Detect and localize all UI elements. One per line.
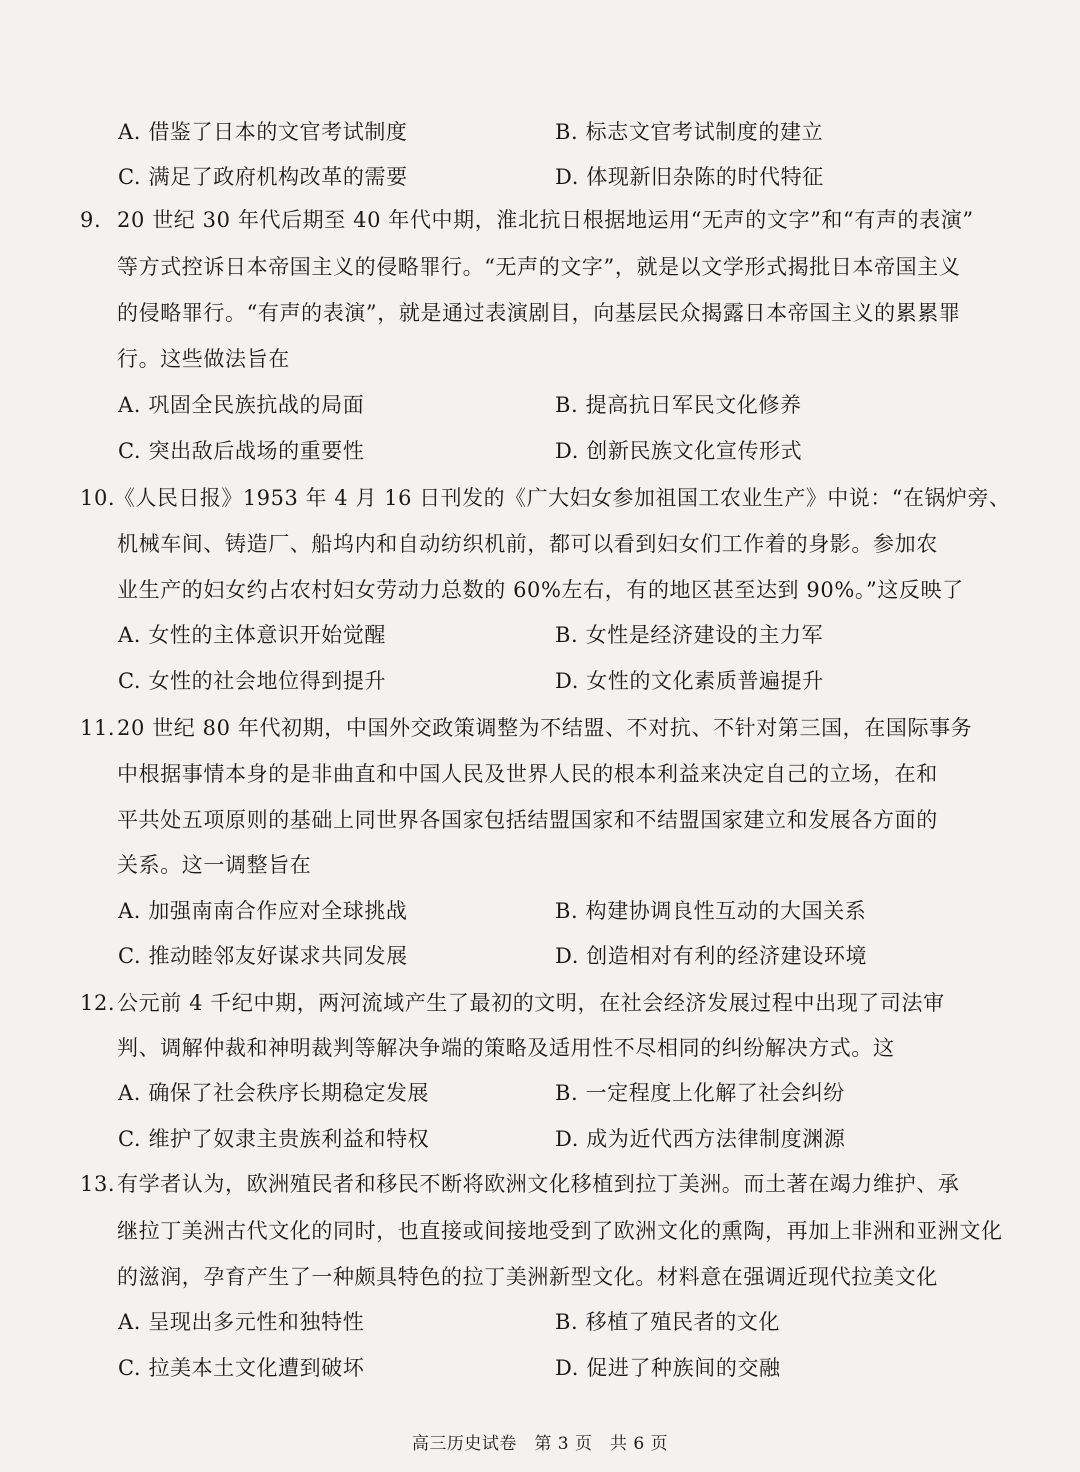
stem-line: 中根据事情本身的是非曲直和中国人民及世界人民的根本利益来决定自己的立场，在和 [117,762,938,786]
option-b: B. 一定程度上化解了社会纠纷 [555,1081,845,1105]
option-b: B. 移植了殖民者的文化 [555,1310,780,1334]
option-c: C. 突出敌后战场的重要性 [118,439,365,463]
question-number: 12. [80,991,116,1015]
question-number: 9. [80,208,102,232]
option-a: A. 借鉴了日本的文官考试制度 [118,120,408,144]
stem-line: 判、调解仲裁和神明裁判等解决争端的策略及适用性不尽相同的纠纷解决方式。这 [117,1036,895,1060]
option-a: A. 女性的主体意识开始觉醒 [118,623,386,647]
stem-line: 《人民日报》1953 年 4 月 16 日刊发的《广大妇女参加祖国工农业生产》中说：“在锅炉旁、 [114,486,1011,510]
option-c: C. 维护了奴隶主贵族利益和特权 [118,1127,430,1151]
option-b: B. 女性是经济建设的主力军 [555,623,824,647]
stem-line: 的侵略罪行。“有声的表演”，就是通过表演剧目，向基层民众揭露日本帝国主义的累累罪 [117,301,961,325]
option-d: D. 促进了种族间的交融 [555,1356,781,1380]
option-d: D. 创新民族文化宣传形式 [555,439,803,463]
option-b: B. 提高抗日军民文化修养 [555,393,802,417]
option-d: D. 成为近代西方法律制度渊源 [555,1127,846,1151]
stem-line: 等方式控诉日本帝国主义的侵略罪行。“无声的文字”，就是以文学形式揭批日本帝国主义 [117,255,961,279]
option-c: C. 推动睦邻友好谋求共同发展 [118,944,408,968]
option-a: A. 呈现出多元性和独特性 [118,1310,365,1334]
option-a: A. 加强南南合作应对全球挑战 [118,899,408,923]
page-footer: 高三历史试卷 第 3 页 共 6 页 [411,1434,669,1454]
stem-line: 20 世纪 30 年代后期至 40 年代中期，淮北抗日根据地运用“无声的文字”和“有声的表演” [117,208,974,232]
stem-line: 的滋润，孕育产生了一种颇具特色的拉丁美洲新型文化。材料意在强调近现代拉美文化 [117,1265,938,1289]
stem-line: 平共处五项原则的基础上同世界各国家包括结盟国家和不结盟国家建立和发展各方面的 [117,808,938,832]
stem-line: 继拉丁美洲古代文化的同时，也直接或间接地受到了欧洲文化的熏陶，再加上非洲和亚洲文化 [117,1219,1003,1243]
stem-line: 业生产的妇女约占农村妇女劳动力总数的 60%左右，有的地区甚至达到 90%。”这反映了 [117,578,964,602]
stem-line: 行。这些做法旨在 [117,347,290,371]
option-c: C. 满足了政府机构改革的需要 [118,165,408,189]
question-number: 11. [80,716,116,740]
stem-line: 关系。这一调整旨在 [117,853,312,877]
option-a: A. 巩固全民族抗战的局面 [118,393,365,417]
option-b: B. 标志文官考试制度的建立 [555,120,824,144]
option-c: C. 拉美本土文化遭到破坏 [118,1356,365,1380]
option-d: D. 体现新旧杂陈的时代特征 [555,165,824,189]
option-a: A. 确保了社会秩序长期稳定发展 [118,1081,430,1105]
option-c: C. 女性的社会地位得到提升 [118,669,387,693]
option-d: D. 创造相对有利的经济建设环境 [555,944,868,968]
stem-line: 20 世纪 80 年代初期，中国外交政策调整为不结盟、不对抗、不针对第三国，在国际事务 [117,716,973,740]
stem-line: 机械车间、铸造厂、船坞内和自动纺织机前，都可以看到妇女们工作着的身影。参加农 [117,532,938,556]
question-number: 10. [80,486,116,510]
stem-line: 有学者认为，欧洲殖民者和移民不断将欧洲文化移植到拉丁美洲。而土著在竭力维护、承 [117,1172,960,1196]
option-d: D. 女性的文化素质普遍提升 [555,669,824,693]
question-number: 13. [80,1172,116,1196]
option-b: B. 构建协调良性互动的大国关系 [555,899,867,923]
stem-line: 公元前 4 千纪中期，两河流域产生了最初的文明，在社会经济发展过程中出现了司法审 [117,991,945,1015]
